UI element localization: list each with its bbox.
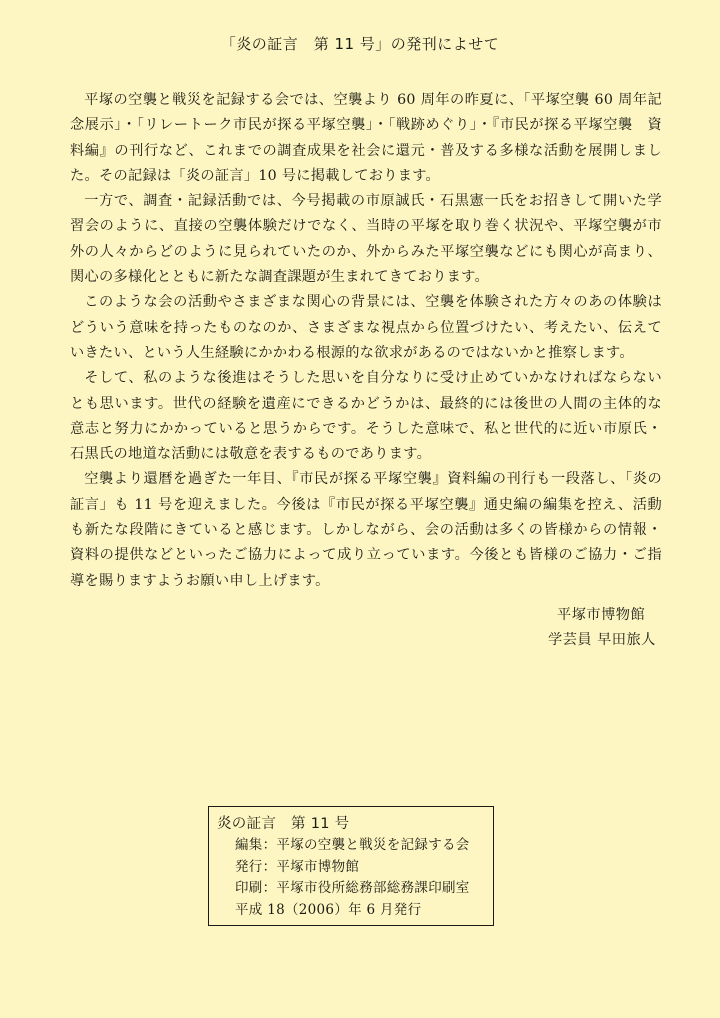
colophon-box <box>208 806 494 926</box>
signature-block <box>548 603 656 653</box>
signature-author: 学芸員 早田旅人 <box>548 632 656 648</box>
colophon-editor: 編集：平塚の空襲と戦災を記録する会 <box>235 837 470 853</box>
paragraph: このような会の活動やさまざまな関心の背景には、空襲を体験された方々のあの体験はどういう意味を持ったものなのか、さまざまな視点から位置づけたい、考えたい、伝えていきたい、という人生経験にかかわる根源的な欲求があるのではないかと推察します。 <box>70 294 662 361</box>
paragraph: 一方で、調査・記録活動では、今号掲載の市原誠氏・石黒憲一氏をお招きして開いた学習会のように、直接の空襲体験だけでなく、当時の平塚を取り巻く状況や、平塚空襲が市外の人々からどのように見られていたのか、外からみた平塚空襲などにも関心が高まり、関心の多様化とともに新たな調査課題が生まれてきております。 <box>70 193 662 286</box>
paragraph: そして、私のような後進はそうした思いを自分なりに受け止めていかなければならないとも思います。世代の経験を遺産にできるかどうかは、最終的には後世の人間の主体的な意志と努力にかかっていると思うからです。そうした意味で、私と世代的に近い市原氏・石黒氏の地道な活動には敬意を表するものであります。 <box>70 370 662 463</box>
colophon-printer: 印刷：平塚市役所総務部総務課印刷室 <box>235 880 470 896</box>
colophon-title: 炎の証言 第 11 号 <box>217 816 350 832</box>
document-title: 「炎の証言 第 11 号」の発刊によせて <box>220 35 500 53</box>
signature-organization: 平塚市博物館 <box>557 607 646 623</box>
paragraph: 空襲より還暦を過ぎた一年目、『市民が探る平塚空襲』資料編の刊行も一段落し、「炎の証言」も 11 号を迎えました。今後は『市民が探る平塚空襲』通史編の編集を控え、活動も新たな段階にきていると感じます。しかしながら、会の活動は多くの皆様からの情報・資料の提供などといったご協力によって成り立っています。今後とも皆様のご協力・ご指導を賜りますようお願い申し上げます。 <box>70 471 662 589</box>
colophon-publisher: 発行：平塚市博物館 <box>235 858 360 875</box>
document-body <box>70 88 662 594</box>
colophon-date: 平成 18（2006）年 6 月発行 <box>235 901 422 918</box>
paragraph: 平塚の空襲と戦災を記録する会では、空襲より 60 周年の昨夏に、「平塚空襲 60 周年記念展示」・「リレートーク市民が探る平塚空襲」・「戦跡めぐり」・『市民が探る平塚空襲 資料編』の刊行など、これまでの調査成果を社会に還元・普及する多様な活動を展開しました。その記録は「炎の証言」10 号に掲載しております。 <box>70 92 662 184</box>
